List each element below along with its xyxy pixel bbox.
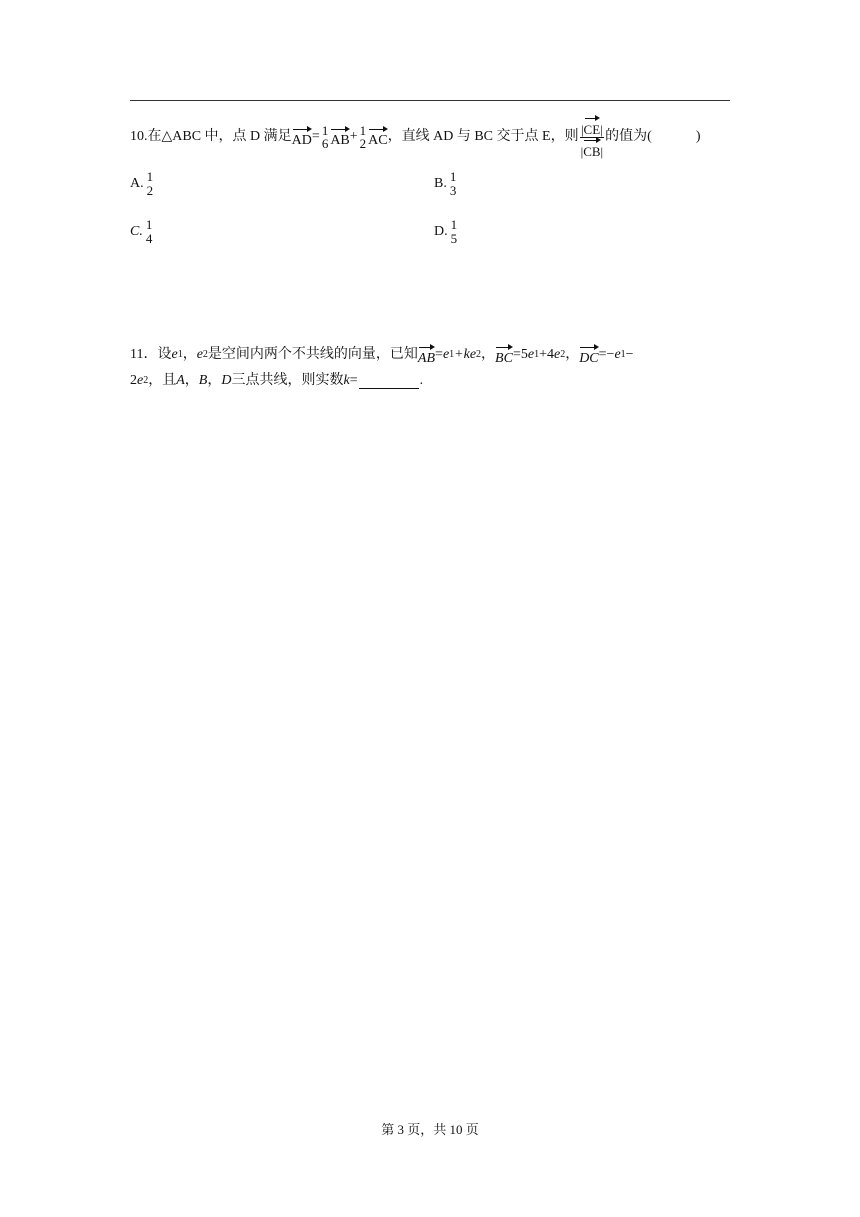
fraction-numerator: 1 [450, 217, 458, 232]
vector-e: e [137, 373, 144, 388]
equals-sign: = [349, 373, 358, 388]
fraction-numerator: 1 [359, 122, 367, 138]
question-10-stem [130, 116, 730, 158]
question-11-line-2 [130, 370, 730, 392]
fraction-numerator: 1 [145, 217, 153, 232]
fraction-denominator: 2 [146, 182, 154, 198]
option-c[interactable] [130, 218, 154, 245]
subscript: 1 [620, 349, 626, 360]
header-rule [130, 100, 730, 101]
variable-k: k [343, 373, 350, 388]
vector-e: e [469, 347, 477, 362]
option-b[interactable] [434, 170, 458, 197]
fraction-numerator: 1 [321, 122, 329, 138]
question-11-text: ，且 [148, 373, 177, 388]
subscript: 2 [202, 349, 208, 360]
point-b: B [198, 373, 208, 388]
vector-e: e [171, 347, 178, 362]
equals-sign: = [435, 347, 443, 362]
fraction-one-sixth [321, 124, 330, 151]
vector-e: e [553, 347, 561, 362]
fraction-numerator: 1 [449, 169, 457, 184]
subscript: 2 [476, 349, 482, 360]
subscript: 1 [534, 349, 540, 360]
punctuation: ， [481, 347, 496, 362]
option-label: A. [130, 175, 144, 191]
fraction-numerator: 1 [146, 169, 154, 184]
subscript: 2 [560, 349, 566, 360]
subscript: 2 [143, 375, 149, 386]
question-10-intro: 在△ABC 中，点 D 满足 [147, 129, 292, 145]
subscript: 1 [449, 349, 455, 360]
minus-sign: − [625, 347, 634, 362]
point-a: A [176, 373, 185, 388]
question-10-number: 10. [130, 129, 148, 145]
punctuation: ， [182, 347, 197, 362]
coefficient-2: 2 [130, 373, 137, 388]
point-d: D [221, 373, 232, 388]
equals-minus: =− [598, 347, 615, 362]
vector-e: e [442, 347, 450, 362]
vector-ac: AC [368, 127, 387, 148]
vector-ab: AB [418, 345, 435, 366]
ratio-ce-cb [580, 116, 605, 158]
equals-5: =5 [512, 347, 528, 362]
plus-k: +k [454, 347, 470, 362]
option-fraction [449, 170, 458, 197]
punctuation: ， [565, 347, 580, 362]
ratio-denominator: |CB| [580, 138, 605, 159]
page-footer: 第 3 页，共 10 页 [381, 1122, 479, 1137]
option-fraction [146, 170, 155, 197]
option-label: B. [434, 175, 447, 191]
option-d[interactable] [434, 218, 459, 245]
vector-bc: BC [495, 345, 513, 366]
question-10-mid: ，直线 AD 与 BC 交于点 E，则 [387, 129, 579, 145]
fraction-denominator: 2 [359, 136, 367, 152]
option-fraction [450, 218, 459, 245]
punctuation: ， [184, 373, 199, 388]
subscript: 1 [177, 349, 183, 360]
plus-sign: + [349, 129, 358, 145]
answer-blank[interactable] [359, 374, 419, 389]
vector-ce: CE [584, 116, 601, 136]
question-11 [130, 344, 730, 392]
fraction-denominator: 4 [145, 230, 153, 246]
vector-dc: DC [579, 345, 598, 366]
fraction-denominator: 6 [321, 136, 329, 152]
fraction-denominator: 3 [449, 182, 457, 198]
punctuation: ， [207, 373, 222, 388]
question-11-line-1 [130, 344, 730, 366]
question-11-text: 是空间内两个不共线的向量，已知 [207, 347, 418, 362]
option-label: C. [130, 223, 143, 239]
vector-ab: AB [330, 127, 349, 148]
plus-4: +4 [539, 347, 554, 362]
question-11-text: 三点共线，则实数 [231, 373, 344, 388]
option-a[interactable] [130, 170, 155, 197]
question-10-tail: 的值为( [605, 129, 652, 145]
period: . [419, 373, 424, 388]
fraction-one-half [359, 124, 368, 151]
question-11-number: 11．设 [130, 347, 172, 362]
question-10 [130, 116, 730, 158]
vector-e: e [527, 347, 535, 362]
answer-paren-close: ) [695, 129, 701, 145]
vector-cb: CB [583, 138, 600, 158]
vector-e: e [614, 347, 621, 362]
option-fraction [145, 218, 154, 245]
fraction-denominator: 5 [450, 230, 458, 246]
ratio-numerator: |CE| [580, 116, 604, 138]
vector-ad: AD [292, 127, 312, 148]
option-label: D. [434, 223, 448, 239]
equals-sign: = [311, 129, 320, 145]
vector-e: e [196, 347, 203, 362]
